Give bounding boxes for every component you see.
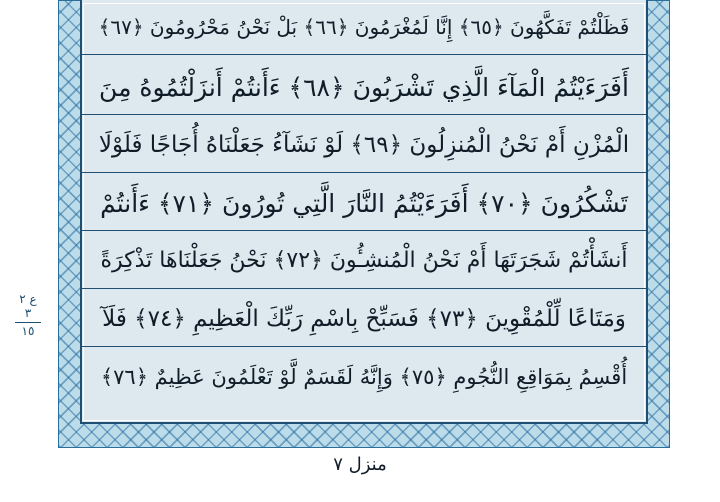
verse-line: وَمَتَاعًا لِّلْمُقْوِينَ ﴿٧٣﴾ فَسَبِّحْ بِاسْمِ رَبِّكَ الْعَظِيمِ ﴿٧٤﴾ فَلَآ [102, 305, 626, 332]
text-line-2 [82, 60, 646, 115]
verse-line: أُقْسِمُ بِمَوَاقِعِ النُّجُومِ ﴿٧٥﴾ وَإِنَّهُ لَقَسَمٌ لَّوْ تَعْلَمُونَ عَظِيمٌ ﴿٧٦﴾ [100, 365, 628, 389]
text-line-6 [82, 292, 646, 347]
verse-line: تَشْكُرُونَ ﴿٧٠﴾ أَفَرَءَيْتُمُ النَّارَ الَّتِي تُورُونَ ﴿٧١﴾ ءَأَنتُمْ [100, 188, 628, 218]
text-line-5 [82, 234, 646, 289]
ruku-margin-mark [6, 285, 50, 347]
text-line-4 [82, 176, 646, 231]
ruku-mark-bottom: ١٥ [21, 324, 35, 339]
ruku-mark-middle: ٣ [24, 305, 32, 320]
text-panel [80, 0, 648, 424]
manzil-footer: منزل ۷ [333, 454, 387, 475]
verse-line: الْمُزْنِ أَمْ نَحْنُ الْمُنزِلُونَ ﴿٦٩﴾ لَوْ نَشَآءُ جَعَلْنَاهُ أُجَاجًا فَلَوْلَا [98, 131, 630, 158]
verse-line: أَفَرَءَيْتُمُ الْمَآءَ الَّذِي تَشْرَبُونَ ﴿٦٨﴾ ءَأَنتُمْ أَنزَلْتُمُوهُ مِنَ [99, 72, 629, 102]
text-line-3 [82, 118, 646, 173]
verse-line: فَظَلْتُمْ تَفَكَّهُونَ ﴿٦٥﴾ إِنَّا لَمُغْرَمُونَ ﴿٦٦﴾ بَلْ نَحْنُ مَحْرُومُونَ ﴿٦٧﴾ [98, 15, 630, 39]
text-line-1 [82, 0, 646, 55]
text-line-7 [82, 350, 646, 405]
ruku-mark-divider [15, 322, 41, 323]
verse-line: أَنشَأْتُمْ شَجَرَتَهَا أَمْ نَحْنُ الْمُنشِـُٔونَ ﴿٧٢﴾ نَحْنُ جَعَلْنَاهَا تَذْكِرَةً [100, 248, 628, 273]
ruku-mark-top: ع ۲ [19, 291, 37, 306]
